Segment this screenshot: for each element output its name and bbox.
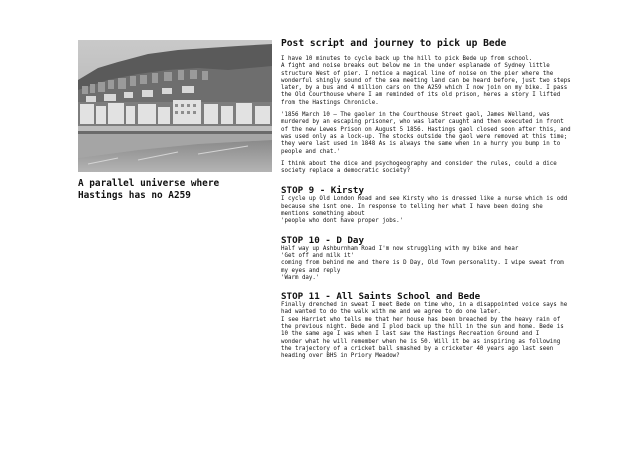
photo-caption: A parallel universe where Hastings has no A259	[78, 178, 220, 201]
stop-10-heading: STOP 10 - D Day	[281, 234, 364, 246]
quote-paragraph: '1856 March 10 – The gaoler in the Courthouse Street gaol, James Welland, was murdered by an escaping prisoner, who was later caught and then executed in front of the new Lewes Prison on August 5 1856. Hastings gaol closed soon after this, and was used only as a lock-up. The stocks outside the gaol were removed at this time; they were last used in 1848 As is always the same when in a hurry you bump in to people and chat.'	[281, 112, 571, 155]
article-column	[281, 38, 621, 361]
intro-paragraph: I have 10 minutes to cycle back up the hill to pick Bede up from school. A fight and noise breaks out below me in the under esplanade of Sydney little structure West of pier. I notice a magical line of noise on the pier where the wonderful shingly sound of the sea meeting land can be heard before, just two steps later, by a bus and 4 million cars on the A259 which I now join on my bike. I pass the Old Courthouse where I am reminded of its old prison, heres a story I lifted from the Hastings Chronicle.	[281, 56, 571, 106]
stop-11-text: Finally drenched in sweat I meet Bede on time who, in a disappointed voice says he had wanted to do the walk with me and we agree to do one later. I see Harriet who tells me that her house has been breached by the heavy rain of the previous night. Bede and I plod back up the hill in the sun and home. Bede is 10 the same age I was when I last saw the Hastings Recreation Ground and I wonder what he will remember when he is 50. Will it be as inspiring as following the trajectory of a cricket ball smashed by a cricketer 40 years ago last seen heading over BHS in Priory Meadow?	[281, 302, 568, 360]
page-title: Post script and journey to pick up Bede	[281, 38, 507, 49]
stop-11-heading: STOP 11 - All Saints School and Bede	[281, 291, 481, 303]
thought-paragraph: I think about the dice and psychogeography and consider the rules, could a dice society replace a democratic society?	[281, 160, 557, 175]
stop-10-text: Half way up Ashburnham Road I'm now struggling with my bike and hear 'Get off and milk it' coming from behind me and there is D Day, Old Town personality. I wipe sweat from my eyes and reply 'Warm day.'	[281, 245, 564, 281]
coastal-town-photo-icon	[78, 40, 272, 172]
stop-9-text: I cycle up Old London Road and see Kirsty who is dressed like a nurse which is odd because she isnt one. In response to telling her what I have been doing she mentions something about 'people who dont have proper jobs.'	[281, 196, 568, 225]
stop-9-heading: STOP 9 - Kirsty	[281, 185, 364, 197]
hastings-seafront-photo	[78, 40, 272, 172]
